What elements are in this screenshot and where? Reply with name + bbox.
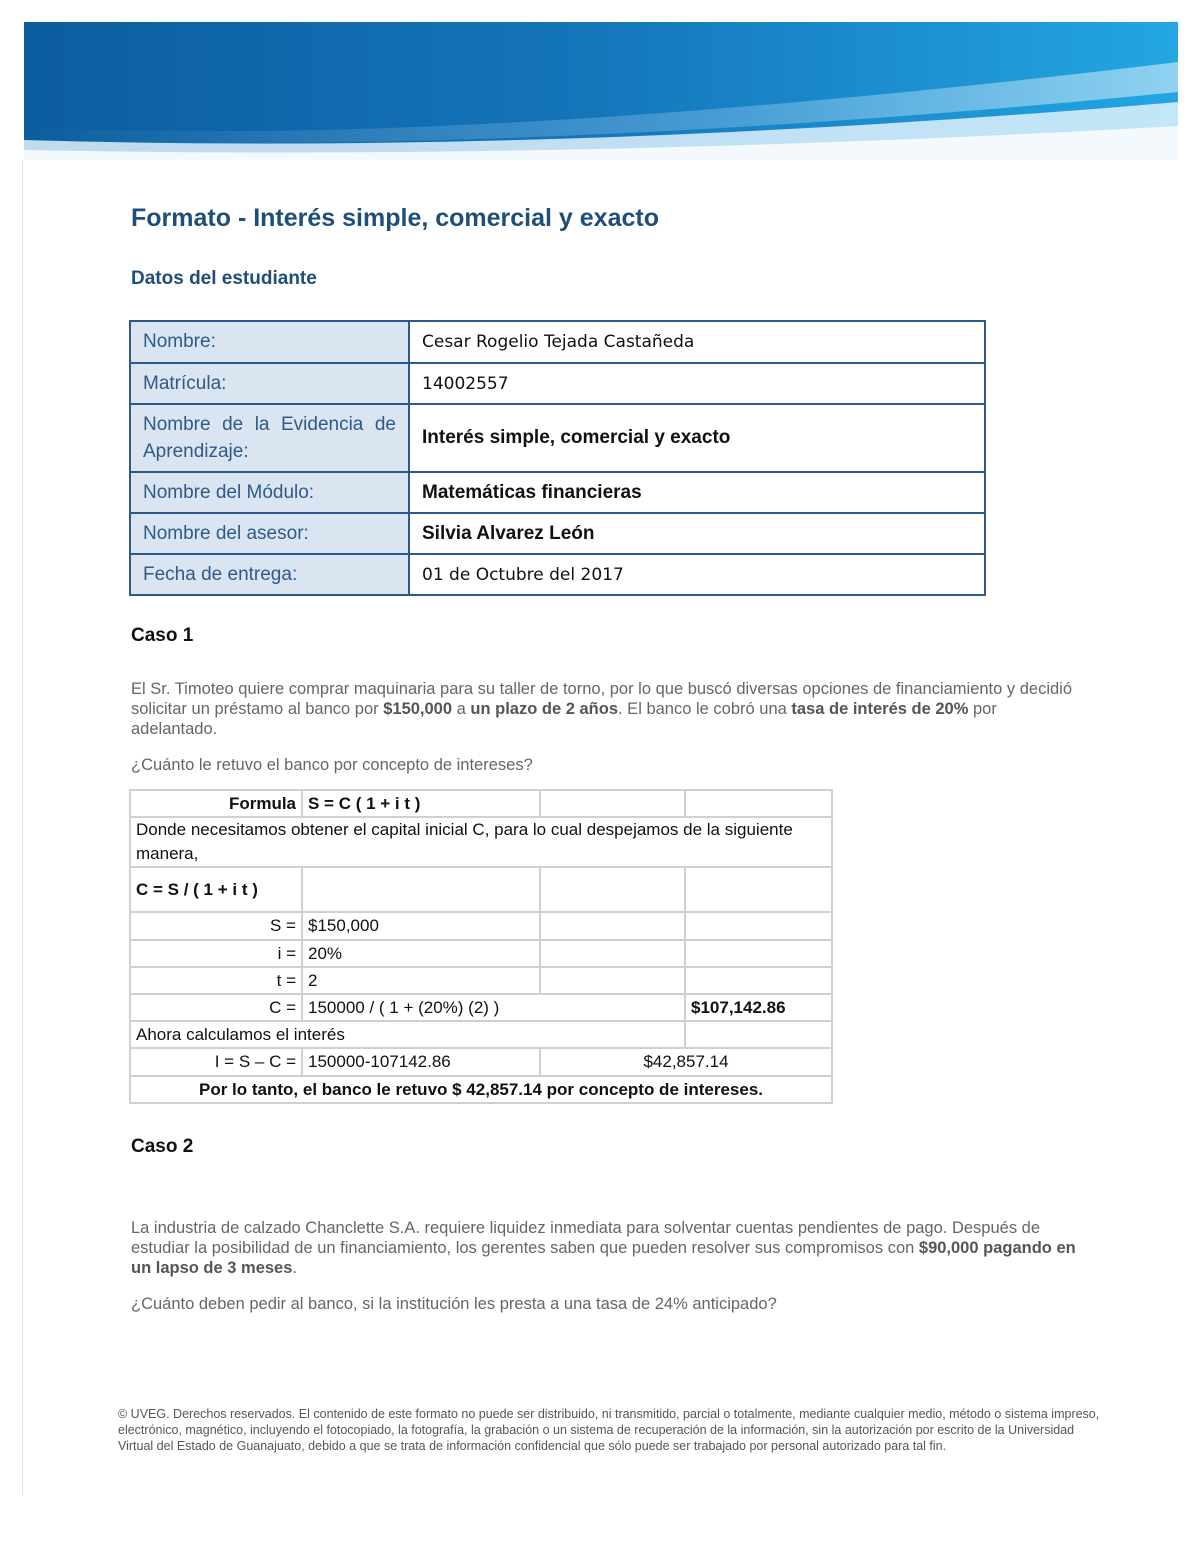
t-value: 2	[302, 967, 540, 994]
interest-text: Ahora calculamos el interés	[130, 1021, 685, 1048]
empty-cell	[685, 940, 832, 967]
explanation-cell: Donde necesitamos obtener el capital inicial C, para lo cual despejamos de la siguiente manera,	[130, 817, 832, 867]
table-row	[130, 472, 985, 513]
interest-result: $42,857.14	[540, 1048, 832, 1076]
table-row	[130, 790, 832, 817]
table-row	[130, 1076, 832, 1103]
empty-cell	[540, 940, 685, 967]
header-banner	[24, 22, 1178, 160]
label-cell: Matrícula:	[130, 363, 409, 404]
table-row	[130, 363, 985, 404]
value-cell: Matemáticas financieras	[409, 472, 985, 513]
formula2-cell: C = S / ( 1 + i t )	[130, 867, 302, 912]
value-cell: Interés simple, comercial y exacto	[409, 404, 985, 472]
table-row	[130, 817, 832, 867]
interest-expression: 150000-107142.86	[302, 1048, 540, 1076]
caso2-heading: Caso 2	[131, 1136, 194, 1157]
table-row	[130, 554, 985, 595]
empty-cell	[540, 967, 685, 994]
bold-run: $150,000	[383, 700, 453, 718]
copyright-footer: © UVEG. Derechos reservados. El contenido de este formato no puede ser distribuido, ni transmitido, parcial o totalmente, mediante cualquier medio, método o sistema impreso, electrónico, magnético, incluyendo el fotocopiado, la fotografía, la grabación o un sistema de recuperación de la información, sin la autorización por escrito de la Universidad Virtual del Estado de Guanajuato, debido a que se trata de información confidencial que sólo puede ser trabajado por personal autorizado para tal fin.	[118, 1407, 1100, 1453]
text-run: La industria de calzado Chanclette S.A. requiere liquidez inmediata para solventar cuentas pendientes de pago. Después de estudiar la posibilidad de un financiamiento, los gerentes saben que pueden resolver sus compromisos con	[131, 1219, 1041, 1257]
empty-cell	[540, 867, 685, 912]
c-label: C =	[130, 994, 302, 1021]
value-cell: 14002557	[409, 363, 985, 404]
table-row	[130, 321, 985, 363]
interest-label: I = S – C =	[130, 1048, 302, 1076]
formula-cell: S = C ( 1 + i t )	[302, 790, 540, 817]
table-row	[130, 513, 985, 554]
s-value: $150,000	[302, 912, 540, 940]
table-row	[130, 940, 832, 967]
empty-cell	[685, 967, 832, 994]
left-margin-rule	[22, 160, 23, 1495]
caso2-paragraph	[131, 1218, 1079, 1278]
section-subtitle: Datos del estudiante	[131, 268, 317, 289]
empty-cell	[685, 1021, 832, 1048]
caso1-heading: Caso 1	[131, 625, 194, 646]
conclusion-cell: Por lo tanto, el banco le retuvo $ 42,857.14 por concepto de intereses.	[130, 1076, 832, 1103]
empty-cell	[685, 790, 832, 817]
caso1-paragraph	[131, 679, 1079, 739]
calculation-table	[129, 789, 833, 1104]
label-cell: Nombre del Módulo:	[130, 472, 409, 513]
text-run: a	[452, 700, 471, 718]
table-row	[130, 1021, 832, 1048]
empty-cell	[540, 912, 685, 940]
document-title: Formato - Interés simple, comercial y exacto	[131, 204, 659, 232]
table-row	[130, 967, 832, 994]
i-label: i =	[130, 940, 302, 967]
label-cell: Nombre:	[130, 321, 409, 363]
label-cell: Fecha de entrega:	[130, 554, 409, 595]
table-row	[130, 404, 985, 472]
s-label: S =	[130, 912, 302, 940]
table-row	[130, 1048, 832, 1076]
bold-run: un plazo de 2 años	[470, 700, 619, 718]
formula-label: Formula	[130, 790, 302, 817]
value-cell: Silvia Alvarez León	[409, 513, 985, 554]
bold-run: $90,000 pagando en un lapso de 3 meses	[131, 1239, 1076, 1277]
c-expression: 150000 / ( 1 + (20%) (2) )	[302, 994, 685, 1021]
student-info-table	[129, 320, 986, 596]
caso2-question: ¿Cuánto deben pedir al banco, si la institución les presta a una tasa de 24% anticipado?	[131, 1295, 777, 1313]
value-cell: Cesar Rogelio Tejada Castañeda	[409, 321, 985, 363]
label-cell: Nombre de la Evidencia de Aprendizaje:	[130, 404, 409, 472]
label-cell: Nombre del asesor:	[130, 513, 409, 554]
i-value: 20%	[302, 940, 540, 967]
bold-run: tasa de interés de 20%	[791, 700, 969, 718]
empty-cell	[302, 867, 540, 912]
table-row	[130, 994, 832, 1021]
empty-cell	[540, 790, 685, 817]
value-cell: 01 de Octubre del 2017	[409, 554, 985, 595]
t-label: t =	[130, 967, 302, 994]
empty-cell	[685, 912, 832, 940]
text-run: .	[292, 1259, 297, 1277]
empty-cell	[685, 867, 832, 912]
table-row	[130, 867, 832, 912]
c-result: $107,142.86	[685, 994, 832, 1021]
text-run: por adelantado.	[131, 700, 997, 738]
table-row	[130, 912, 832, 940]
banner-graphic	[24, 22, 1178, 160]
text-run: . El banco le cobró una	[618, 700, 792, 718]
caso1-question: ¿Cuánto le retuvo el banco por concepto de intereses?	[131, 756, 533, 774]
text-run: El Sr. Timoteo quiere comprar maquinaria para su taller de torno, por lo que buscó diversas opciones de financiamiento y decidió solicitar un préstamo al banco por	[131, 680, 1073, 718]
